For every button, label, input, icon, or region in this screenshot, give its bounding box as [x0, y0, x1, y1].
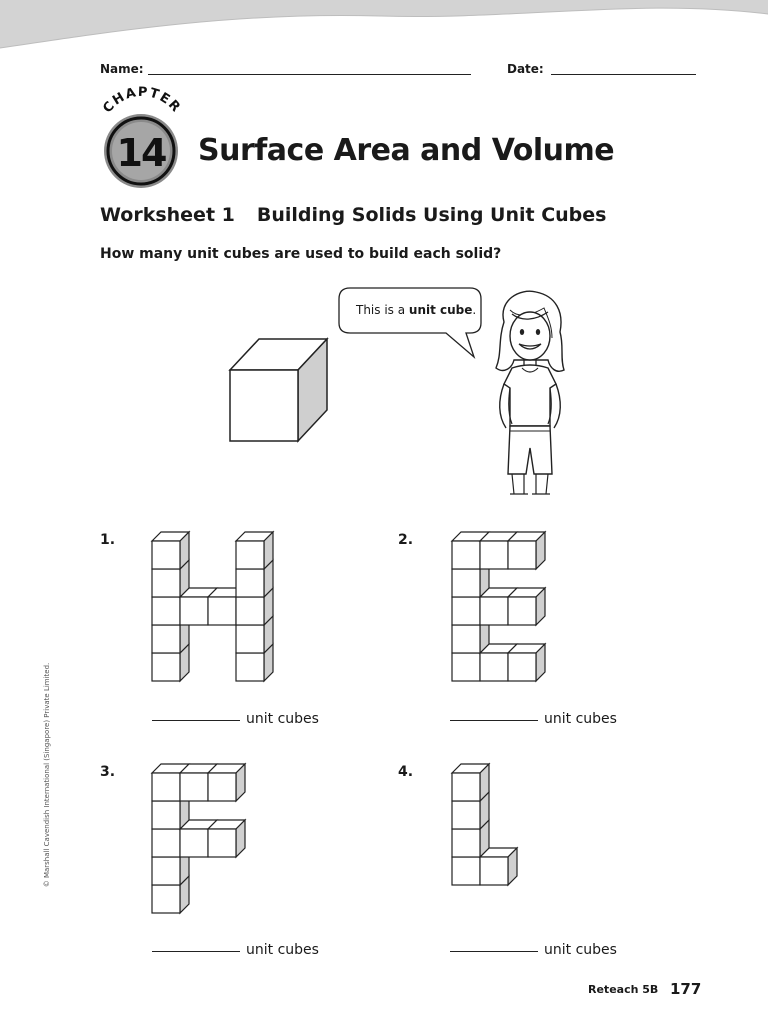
unit-cube [208, 764, 245, 801]
unit-cube [480, 848, 517, 885]
problem-1-number: 1. [100, 532, 116, 548]
unit-cube [152, 532, 189, 569]
speech-term: unit cube [408, 303, 473, 317]
unit-cube [152, 597, 180, 625]
page-number: 177 [670, 980, 702, 998]
header-wave-graphic [0, 0, 768, 60]
chapter-number: 14 [116, 131, 166, 175]
worksheet-label: Worksheet 1 [100, 204, 235, 226]
name-date-row [100, 60, 700, 80]
unit-cube [508, 644, 545, 681]
answer-2-blank[interactable] [450, 720, 538, 721]
date-field[interactable] [551, 74, 696, 75]
solid-h-figure [150, 530, 280, 690]
unit-cube [452, 597, 480, 625]
solid-l-figure [450, 762, 530, 892]
unit-cube-illustration [225, 334, 335, 444]
unit-cube [508, 588, 545, 625]
unit-cube [508, 532, 545, 569]
name-label: Name: [100, 62, 144, 76]
date-label: Date: [507, 62, 544, 76]
unit-cube [452, 857, 480, 885]
chapter-label: CHAPTER [100, 84, 184, 117]
unit-cube [208, 820, 245, 857]
unit-cube [152, 829, 180, 857]
solid-e-figure [450, 530, 550, 690]
unit-cube [452, 653, 480, 681]
answer-4: unit cubes [450, 942, 617, 958]
answer-1: unit cubes [152, 711, 319, 727]
answer-1-blank[interactable] [152, 720, 240, 721]
answer-3-blank[interactable] [152, 951, 240, 952]
chapter-badge [96, 84, 186, 191]
book-label: Reteach 5B [588, 983, 659, 996]
page-title: Surface Area and Volume [198, 133, 615, 168]
answer-3: unit cubes [152, 942, 319, 958]
worksheet-heading [100, 204, 606, 226]
instruction-text: How many unit cubes are used to build each solid? [100, 246, 502, 262]
worksheet-title: Building Solids Using Unit Cubes [256, 204, 607, 226]
problem-3-number: 3. [100, 764, 116, 780]
unit-cube [236, 532, 273, 569]
speech-bubble [338, 287, 482, 359]
problem-4-number: 4. [398, 764, 414, 780]
problem-2-number: 2. [398, 532, 414, 548]
answer-4-blank[interactable] [450, 951, 538, 952]
girl-illustration [490, 288, 570, 498]
solid-f-figure [150, 762, 250, 922]
copyright-notice: © Marshall Cavendish International (Singapore) Private Limited. [43, 662, 51, 888]
unit-cube [452, 764, 489, 801]
speech-text: This is a unit cube. [356, 303, 477, 317]
name-field[interactable] [148, 74, 471, 75]
answer-2: unit cubes [450, 711, 617, 727]
